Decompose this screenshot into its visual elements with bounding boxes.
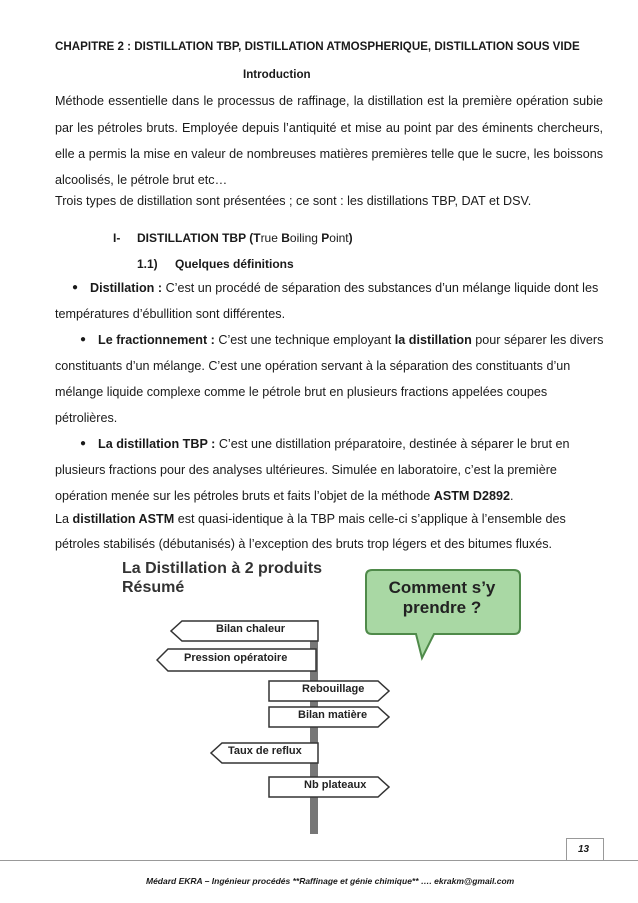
intro-line-5: Trois types de distillation sont présentées ; ce sont : les distillations TBP, DAT et DSV. xyxy=(55,194,532,208)
def-tbp-term: La distillation TBP : xyxy=(98,437,216,451)
intro-line-1: Méthode essentielle dans le processus de raffinage, la distillation est la première opération subie xyxy=(55,94,603,108)
section-close: ) xyxy=(348,231,353,245)
def-fractionnement-line-1 xyxy=(98,333,603,348)
def-tbp-text-a: opération menée sur les pétroles bruts et faits l’objet de la méthode xyxy=(55,489,434,503)
footer-text: Médard EKRA – Ingénieur procédés **Raffinage et génie chimique** …. ekrakm@gmail.com xyxy=(146,876,515,886)
intro-line-3: elle a permis la mise en valeur de nombreuses matières premières telle que le sucre, les boissons xyxy=(55,147,603,161)
bullet-icon: ● xyxy=(80,334,87,345)
astm-line-2: pétroles stabilisés (débutanisés) à l’exception des bruts trop légers et des bitumes fluxés. xyxy=(55,537,553,551)
intro-heading: Introduction xyxy=(243,68,311,81)
def-tbp-line-2: plusieurs fractions pour des analyses ultérieures. Simulée en laboratoire, c’est la première xyxy=(55,463,557,477)
astm-text-c: est quasi-identique à la TBP mais celle-ci s’applique à l’ensemble des xyxy=(174,512,566,526)
page-number: 13 xyxy=(578,844,590,855)
bullet-icon: ● xyxy=(72,282,79,293)
subsection-title: Quelques définitions xyxy=(175,257,294,271)
sign-pression-operatoire xyxy=(156,648,318,670)
astm-bold: distillation ASTM xyxy=(72,512,175,526)
def-distillation-line-2: températures d’ébullition sont différentes. xyxy=(55,307,286,321)
def-distillation-line-1 xyxy=(90,281,598,296)
distillation-summary-figure xyxy=(110,556,530,834)
section-rue: rue xyxy=(260,231,282,245)
section-oint: oint xyxy=(329,231,349,245)
sign-label: Rebouillage xyxy=(302,683,365,695)
section-b: B xyxy=(281,231,290,245)
sign-label: Nb plateaux xyxy=(304,779,367,791)
astm-line-1 xyxy=(55,512,566,527)
def-fractionnement-line-4: pétrolières. xyxy=(55,411,118,425)
section-t: T xyxy=(253,231,261,245)
sign-taux-de-reflux xyxy=(210,742,320,764)
sign-nb-plateaux xyxy=(268,776,390,798)
def-fractionnement-line-2: constituants d’un mélange. C’est une opération servant à la séparation des constituants d’un xyxy=(55,359,571,373)
section-title-a: DISTILLATION TBP ( xyxy=(137,231,254,245)
figure-heading-2: Résumé xyxy=(122,579,185,596)
def-tbp-line-3 xyxy=(55,489,514,504)
def-distillation-term: Distillation : xyxy=(90,281,163,295)
sign-label: Taux de reflux xyxy=(228,745,302,757)
def-fractionnement-text-a: C’est une technique employant xyxy=(214,333,395,347)
sign-rebouillage xyxy=(268,680,390,702)
def-distillation-text: C’est un procédé de séparation des substances d’un mélange liquide dont les xyxy=(162,281,599,295)
def-tbp-astm: ASTM D2892 xyxy=(433,489,511,503)
sign-label: Bilan matière xyxy=(298,709,368,721)
intro-line-2: par les pétroles bruts. Employée depuis l’antiquité et mise au point par des éminents chercheurs, xyxy=(55,121,603,135)
sign-label: Pression opératoire xyxy=(184,652,288,664)
sign-bilan-chaleur xyxy=(170,620,320,642)
bullet-icon: ● xyxy=(80,438,87,449)
section-oiling: oiling xyxy=(289,231,322,245)
def-fractionnement-line-3: mélange liquide complexe comme le pétrole brut en plusieurs fractions appelées coupes xyxy=(55,385,548,399)
astm-text-a: La xyxy=(55,512,73,526)
bubble-text-2: prendre ? xyxy=(402,598,482,617)
def-tbp-text: C’est une distillation préparatoire, destinée à séparer le brut en xyxy=(215,437,570,451)
chapter-title: CHAPITRE 2 : DISTILLATION TBP, DISTILLATION ATMOSPHERIQUE, DISTILLATION SOUS VIDE xyxy=(55,40,580,53)
subsection-number: 1.1) xyxy=(137,257,158,271)
section-title xyxy=(137,231,353,246)
sign-label: Bilan chaleur xyxy=(216,623,286,635)
def-tbp-line-1 xyxy=(98,437,570,452)
figure-heading-1: La Distillation à 2 produits xyxy=(122,560,323,577)
sign-bilan-matiere xyxy=(268,706,390,728)
footer-rule xyxy=(0,860,638,861)
def-tbp-text-c: . xyxy=(510,489,514,503)
bubble-text-1: Comment s’y xyxy=(388,578,496,597)
intro-line-4: alcoolisés, le pétrole brut etc… xyxy=(55,173,228,187)
section-number: I- xyxy=(113,231,121,245)
section-p: P xyxy=(321,231,330,245)
def-fractionnement-text-c: pour séparer les divers xyxy=(471,333,604,347)
def-fractionnement-bold: la distillation xyxy=(394,333,472,347)
def-fractionnement-term: Le fractionnement : xyxy=(98,333,215,347)
